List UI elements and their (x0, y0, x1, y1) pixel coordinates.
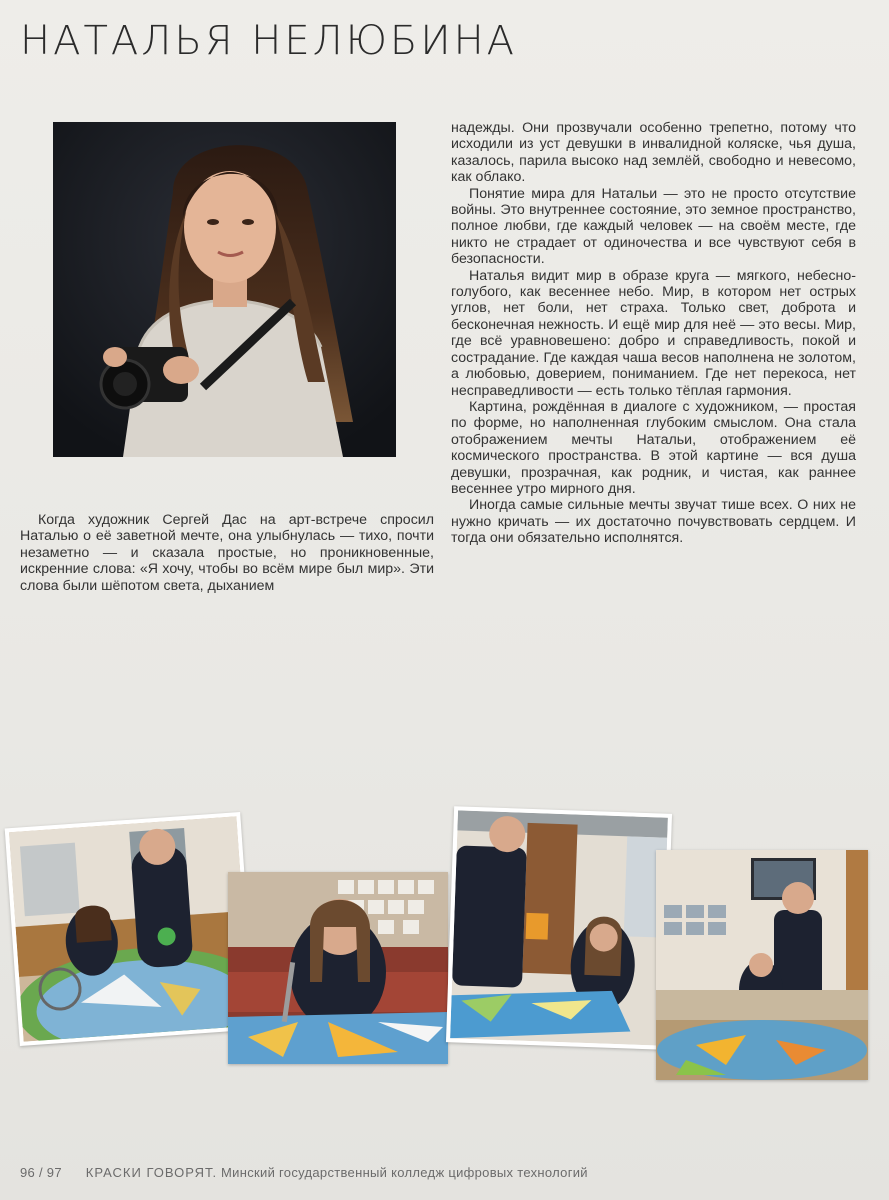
page-title: НАТАЛЬЯ НЕЛЮБИНА (20, 18, 518, 64)
portrait-illustration (53, 122, 396, 457)
collage-photo-4 (656, 850, 868, 1080)
right-paragraph-2: Понятие мира для Натальи — это не просто отсутствие войны. Это внутреннее состояние, это земное пространство, полное любви, где каждый человек — на своём месте, где никто не страдает от одиночества и все чувствуют себя в безопасности. (451, 185, 856, 268)
left-paragraph-1: Когда художник Сергей Дас на арт-встрече спросил Наталью о её заветной мечте, она улыбнулась — тихо, почти незаметно — и сказала простые, но проникновенные, искренние слова: «Я хочу, чтобы во всём мире был мир». Эти слова были шёпотом света, дыханием (20, 512, 434, 594)
collage-photo-2 (228, 872, 448, 1064)
magazine-brand: КРАСКИ ГОВОРЯТ. (85, 1165, 218, 1180)
right-paragraph-1: надежды. Они прозвучали особенно трепетно, потому что исходили из уст девушки в инвалидной коляске, чья душа, казалось, парила высоко над землёй, свободно и невесомо, как облако. (451, 120, 856, 186)
collage-illustration-4 (656, 850, 868, 1080)
collage-photo-1 (5, 812, 256, 1046)
portrait-photo (53, 122, 396, 457)
footer-subtitle: Минский государственный колледж цифровых технологий (221, 1165, 588, 1180)
collage-illustration-3 (450, 810, 668, 1045)
right-text-column (451, 120, 856, 547)
right-paragraph-4: Картина, рождённая в диалоге с художником, — простая по форме, но наполненная глубоким смыслом. Она стала отображением мечты Натальи, отображением её космического пространства. В этой картине — вся душа девушки, прозрачная, как родник, и чистая, как раннее весеннее утро мирного дня. (451, 398, 856, 497)
collage-photo-3 (446, 806, 672, 1049)
collage-illustration-1 (9, 816, 251, 1041)
page-footer (20, 1165, 588, 1180)
right-paragraph-5: Иногда самые сильные мечты звучат тише всех. О них не нужно кричать — их достаточно почувствовать сердцем. И тогда они обязательно исполнятся. (451, 497, 856, 547)
collage-illustration-2 (228, 872, 448, 1064)
right-paragraph-3: Наталья видит мир в образе круга — мягкого, небесно-голубого, как весеннее небо. Мир, в котором нет острых углов, нет боли, нет страха. Только свет, доброта и бесконечная нежность. И ещё мир для неё — это весы. Мир, где всё уравновешено: добро и справедливость, покой и сострадание. Где каждая чаша весов наполнена не золотом, а любовью, доверием, пониманием. Где нет перекоса, нет несправедливости — есть только тёплая гармония. (451, 267, 856, 399)
left-text-column (20, 512, 434, 594)
page-numbers: 96 / 97 (20, 1165, 62, 1180)
